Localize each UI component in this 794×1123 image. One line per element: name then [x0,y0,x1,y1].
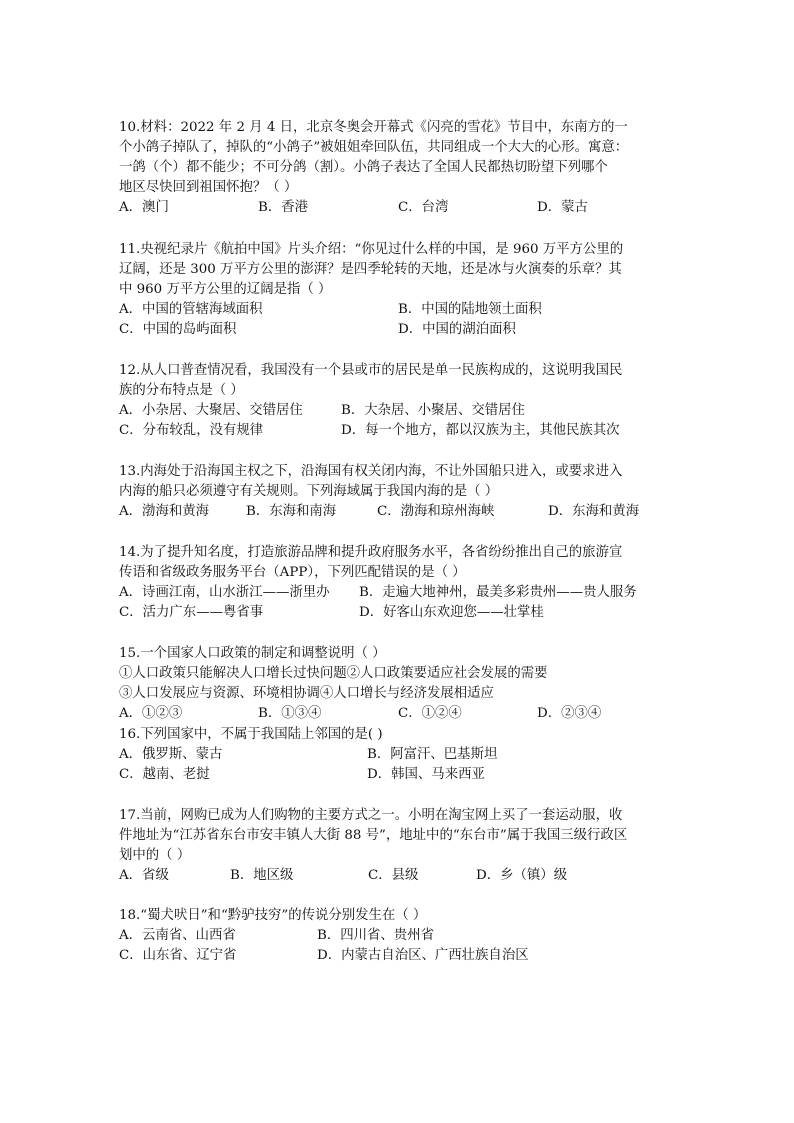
option-row [119,583,679,603]
option-a: A．云南省、山西省 [119,928,236,943]
question-text-line: ①人口政策只能解决人口增长过快问题②人口政策要适应社会发展的需要 [119,666,548,681]
option-b: B．中国的陆地领土面积 [398,302,542,317]
option-a: A．小杂居、大聚居、交错居住 [119,403,303,418]
question-text-line: 18.“蜀犬吠日”和“黔驴技穷”的传说分别发生在（ ） [119,908,427,923]
option-d: D．乡（镇）级 [476,868,568,883]
option-d: D．韩国、马来西亚 [367,767,485,782]
option-c: C．分布较乱，没有规律 [119,423,264,438]
question-text-line: 一鸽（个）都不能少；不可分鸽（割）。小鸽子表达了全国人民都热切盼望下列哪个 [119,160,608,175]
option-a: A．诗画江南，山水浙江——浙里办 [119,585,330,600]
option-a: A．①②③ [119,706,183,721]
option-row [119,421,679,441]
option-row [119,765,679,785]
question-text-line: 地区尽快回到祖国怀抱？（ ） [119,180,298,195]
question-text-line: 12.从人口普查情况看，我国没有一个县或市的居民是单一民族构成的，这说明我国民 [119,363,623,378]
option-b: B．阿富汗、巴基斯坦 [367,747,498,762]
question-text-line: 13.内海处于沿海国主权之下，沿海国有权关闭内海，不让外国船只进入，或要求进入 [119,464,623,479]
option-row [119,300,679,320]
option-row [119,603,679,623]
question-10 [119,118,679,218]
option-c: C．台湾 [398,200,449,215]
option-b: B．走遍大地神州，最美多彩贵州——贵人服务 [359,585,637,600]
question-text-line: 内海的船只必须遵守有关规则。下列海域属于我国内海的是（ ） [119,484,499,499]
question-text-line: 15.一个国家人口政策的制定和调整说明（ ） [119,646,386,661]
question-16 [119,725,679,785]
option-a: A．澳门 [119,200,169,215]
option-b: B．大杂居、小聚居、交错居住 [341,403,525,418]
question-text-line: 辽阔，还是 300 万平方公里的澎湃？是四季轮转的天地，还是冰与火演奏的乐章？其 [119,262,622,277]
option-b: B．香港 [258,200,309,215]
question-13 [119,462,679,522]
question-text-line: 中 960 万平方公里的辽阔是指（ ） [119,282,332,297]
option-c: C．中国的岛屿面积 [119,322,237,337]
question-text-line: 16.下列国家中，不属于我国陆上邻国的是( ) [119,727,383,742]
question-text-line: 个小鸽子掉队了，掉队的“小鸽子”被姐姐牵回队伍，共同组成一个大大的心形。寓意： [119,140,629,155]
question-text-line: ③人口发展应与资源、环境相协调④人口增长与经济发展相适应 [119,686,494,701]
option-row [119,320,679,340]
question-text-line: 传语和省级政务服务平台（APP），下列匹配错误的是（ ） [119,565,466,580]
option-row [119,946,679,966]
option-row [119,745,679,765]
question-text-line: 族的分布特点是（ ） [119,383,244,398]
option-c: C．①②④ [398,706,462,721]
option-a: A．省级 [119,868,169,883]
question-17 [119,806,679,886]
question-text-line: 划中的（ ） [119,848,191,863]
question-15 [119,644,679,724]
option-b: B．东海和南海 [246,504,337,519]
option-c: C．活力广东——粤省事 [119,605,264,620]
option-d: D．内蒙古自治区、广西壮族自治区 [317,948,529,963]
option-row [119,198,679,218]
option-row [119,502,679,522]
option-c: C．县级 [368,868,419,883]
option-b: B．地区级 [230,868,294,883]
question-text-line: 件地址为“江苏省东台市安丰镇人大街 88 号”，地址中的“东台市”属于我国三级行政区 [119,828,628,843]
question-11 [119,240,679,340]
question-text-line: 11.央视纪录片《航拍中国》片头介绍：“你见过什么样的中国，是 960 万平方公里的 [119,242,624,257]
option-d: D．好客山东欢迎您——壮掌桂 [359,605,544,620]
option-c: C．渤海和琼州海峡 [377,504,495,519]
option-b: B．①③④ [258,706,322,721]
option-d: D．中国的湖泊面积 [398,322,516,337]
option-row [119,866,679,886]
question-text-line: 17.当前，网购已成为人们购物的主要方式之一。小明在淘宝网上买了一套运动服，收 [119,808,623,823]
question-18 [119,906,679,966]
question-12 [119,361,679,441]
option-c: C．山东省、辽宁省 [119,948,237,963]
option-a: A．俄罗斯、蒙古 [119,747,223,762]
question-text-line: 14.为了提升知名度，打造旅游品牌和提升政府服务水平，各省纷纷推出自己的旅游宣 [119,545,623,560]
option-row [119,926,679,946]
option-a: A．中国的管辖海域面积 [119,302,263,317]
option-d: D．东海和黄海 [548,504,640,519]
option-d: D．每一个地方，都以汉族为主，其他民族其次 [341,423,620,438]
option-b: B．四川省、贵州省 [317,928,434,943]
option-row [119,704,679,724]
question-14 [119,543,679,623]
option-a: A．渤海和黄海 [119,504,210,519]
option-d: D．②③④ [537,706,602,721]
option-d: D．蒙古 [537,200,588,215]
question-text-line: 10.材料：2022 年 2 月 4 日，北京冬奥会开幕式《闪亮的雪花》节目中，东南方的一 [119,120,628,135]
option-row [119,401,679,421]
option-c: C．越南、老挝 [119,767,210,782]
